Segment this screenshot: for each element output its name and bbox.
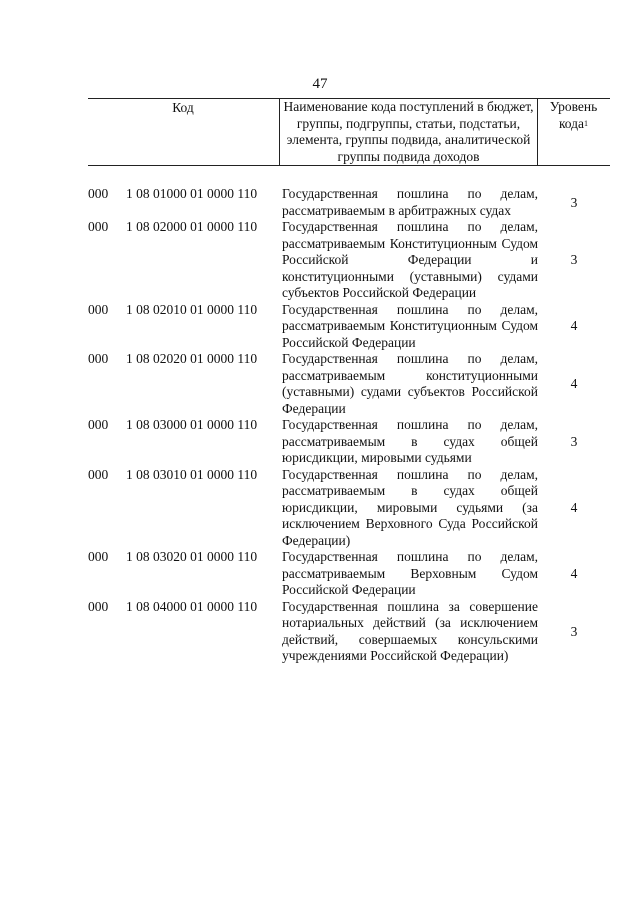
admin-code: 000	[88, 417, 109, 432]
revenue-code: 1 08 02000 01 0000 110	[126, 219, 258, 234]
code-level: 4	[570, 565, 578, 581]
revenue-code: 1 08 04000 01 0000 110	[126, 598, 258, 614]
table-row	[88, 467, 610, 550]
header-name: Наименование кода поступлений в бюджет, группы, подгруппы, статьи, подстатьи, элемента, группы подвида, аналитической группы подвида доходов	[279, 99, 538, 165]
table-row	[88, 219, 610, 302]
table-row	[88, 186, 610, 219]
table-body	[88, 186, 610, 665]
table-row	[88, 549, 610, 599]
revenue-name: Государственная пошлина за совершение нотариальных действий (за исключением действий, совершаемых консульскими учреждениями Российской Федерации)	[282, 598, 538, 663]
admin-code: 000	[88, 301, 109, 317]
table-row	[88, 302, 610, 352]
revenue-code: 1 08 03020 01 0000 110	[126, 549, 258, 564]
revenue-name: Государственная пошлина по делам, рассматриваемым в судах общей юрисдикции, мировыми судьями (за исключением Верховного Суда Российской Федерации)	[282, 466, 538, 548]
revenue-name: Государственная пошлина по делам, рассматриваемым Верховным Судом Российской Федерации	[282, 549, 538, 597]
code-level: 4	[570, 499, 578, 515]
admin-code: 000	[88, 351, 109, 366]
header-level-label: Уровень кода	[549, 99, 598, 131]
header-level-footnote: 1	[584, 118, 589, 128]
code-level: 3	[570, 433, 578, 449]
admin-code: 000	[88, 466, 109, 482]
revenue-name: Государственная пошлина по делам, рассматриваемым в судах общей юрисдикции, мировыми судьями	[282, 417, 538, 465]
admin-code: 000	[88, 598, 109, 614]
revenue-code: 1 08 03000 01 0000 110	[126, 417, 258, 432]
table-row	[88, 351, 610, 417]
revenue-code: 1 08 03010 01 0000 110	[126, 466, 258, 482]
admin-code: 000	[88, 549, 109, 564]
revenue-code: 1 08 02020 01 0000 110	[126, 351, 258, 366]
revenue-name: Государственная пошлина по делам, рассматриваемым в арбитражных судах	[282, 186, 538, 218]
admin-code: 000	[88, 219, 109, 234]
header-level	[537, 99, 610, 165]
table-row	[88, 599, 610, 665]
table-row	[88, 417, 610, 467]
code-level: 3	[570, 194, 578, 210]
revenue-name: Государственная пошлина по делам, рассматриваемым конституционными (уставными) судами субъектов Российской Федерации	[282, 351, 538, 416]
revenue-name: Государственная пошлина по делам, рассматриваемым Конституционным Судом Российской Федерации	[282, 301, 538, 350]
revenue-code: 1 08 01000 01 0000 110	[126, 186, 258, 201]
code-level: 3	[570, 623, 578, 639]
code-level: 4	[570, 376, 578, 391]
table-header	[88, 98, 610, 166]
page-number: 47	[312, 76, 328, 92]
revenue-name: Государственная пошлина по делам, рассматриваемым Конституционным Судом Российской Федерации и конституционными (уставными) судами субъектов Российской Федерации	[282, 219, 538, 300]
admin-code: 000	[88, 186, 109, 201]
code-level: 3	[570, 252, 578, 268]
header-code: Код	[172, 100, 194, 115]
code-level: 4	[570, 318, 578, 334]
revenue-code: 1 08 02010 01 0000 110	[126, 301, 258, 317]
